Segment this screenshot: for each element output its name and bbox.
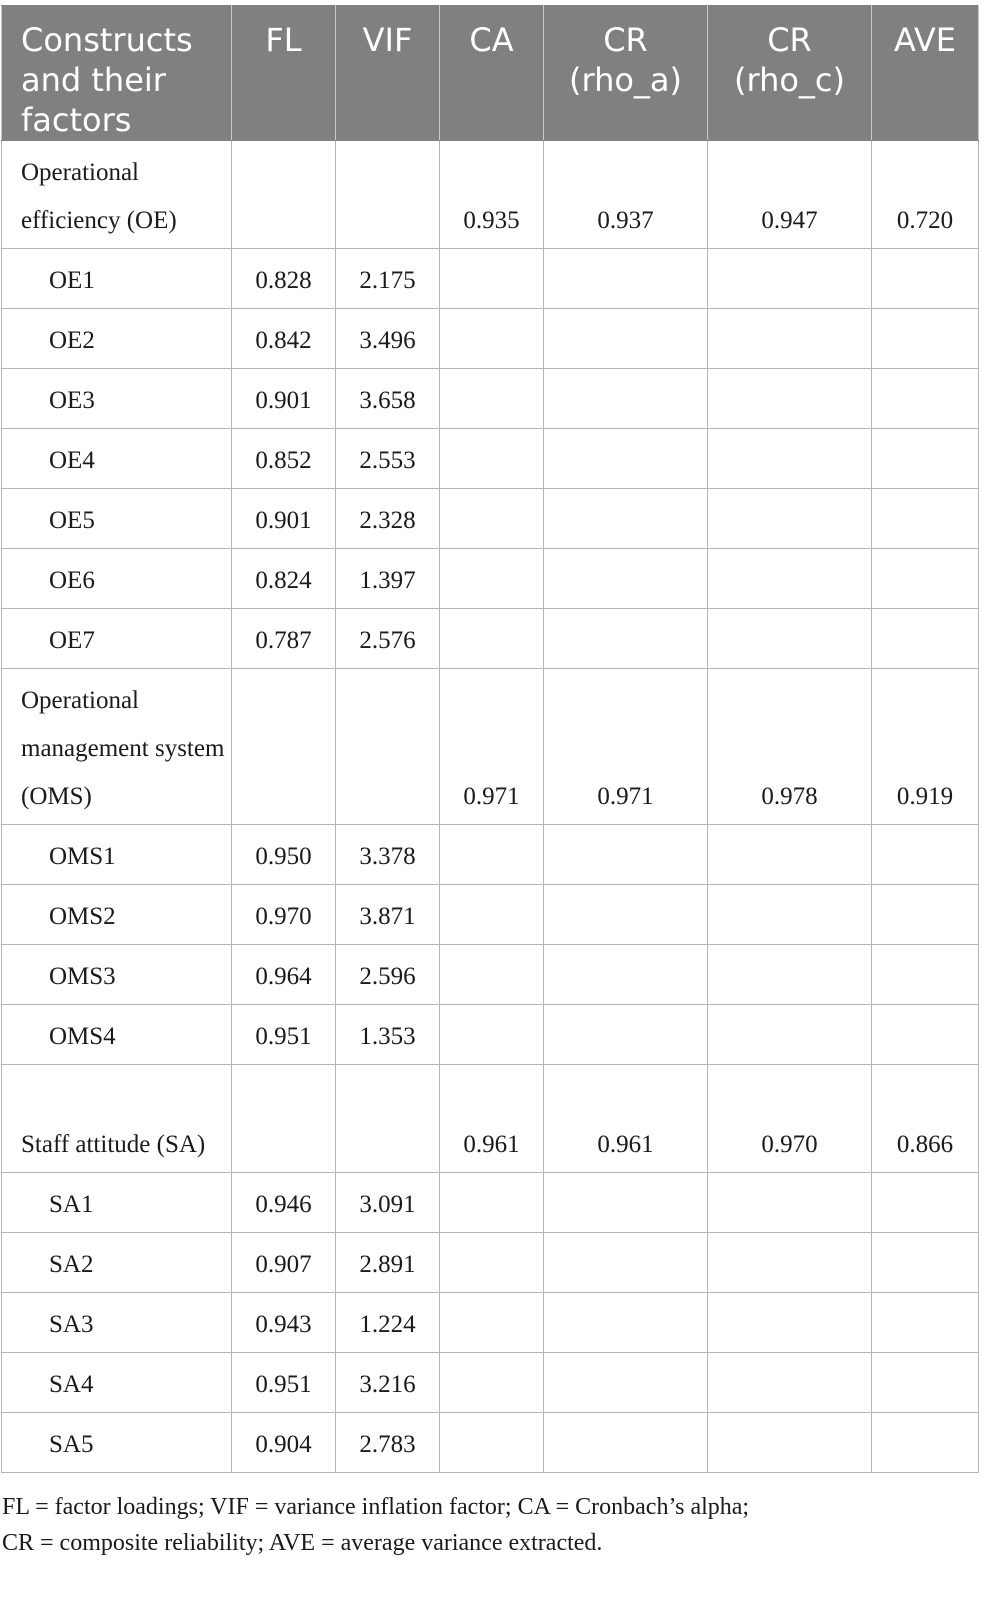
fl-value: 0.907 <box>232 1233 336 1293</box>
item-row <box>2 885 979 945</box>
empty-cell <box>336 1065 440 1173</box>
item-id: SA3 <box>2 1293 232 1353</box>
empty-cell <box>232 1065 336 1173</box>
vif-value: 2.783 <box>336 1413 440 1473</box>
item-id: OE7 <box>2 609 232 669</box>
item-row <box>2 249 979 309</box>
empty-cell <box>232 141 336 249</box>
empty-cell <box>336 669 440 825</box>
vif-value: 2.576 <box>336 609 440 669</box>
header-ca: CA <box>440 6 544 141</box>
vif-value: 2.596 <box>336 945 440 1005</box>
cr-rho-c-value: 0.970 <box>708 1065 872 1173</box>
vif-value: 1.353 <box>336 1005 440 1065</box>
header-fl: FL <box>232 6 336 141</box>
fl-value: 0.951 <box>232 1005 336 1065</box>
construct-row <box>2 141 979 249</box>
cr-rho-a-value: 0.937 <box>544 141 708 249</box>
fl-value: 0.904 <box>232 1413 336 1473</box>
item-id: OE2 <box>2 309 232 369</box>
item-id: OE5 <box>2 489 232 549</box>
construct-name: Staff attitude (SA) <box>2 1065 232 1173</box>
construct-name: Operational management system (OMS) <box>2 669 232 825</box>
footnote-line: CR = composite reliability; AVE = average variance extracted. <box>2 1530 603 1556</box>
empty-cell <box>232 669 336 825</box>
item-id: OMS2 <box>2 885 232 945</box>
ave-value: 0.720 <box>872 141 979 249</box>
vif-value: 2.891 <box>336 1233 440 1293</box>
item-row <box>2 945 979 1005</box>
vif-value: 2.175 <box>336 249 440 309</box>
header-vif: VIF <box>336 6 440 141</box>
fl-value: 0.787 <box>232 609 336 669</box>
ca-value: 0.961 <box>440 1065 544 1173</box>
fl-value: 0.828 <box>232 249 336 309</box>
fl-value: 0.951 <box>232 1353 336 1413</box>
item-row <box>2 429 979 489</box>
vif-value: 3.091 <box>336 1173 440 1233</box>
table-footnote <box>2 1489 992 1561</box>
vif-value: 3.658 <box>336 369 440 429</box>
construct-row <box>2 669 979 825</box>
fl-value: 0.950 <box>232 825 336 885</box>
header-row <box>2 6 979 141</box>
ave-value: 0.919 <box>872 669 979 825</box>
fl-value: 0.964 <box>232 945 336 1005</box>
item-id: OMS1 <box>2 825 232 885</box>
item-row <box>2 1005 979 1065</box>
vif-value: 3.378 <box>336 825 440 885</box>
cr-rho-a-value: 0.961 <box>544 1065 708 1173</box>
item-id: OE4 <box>2 429 232 489</box>
cr-rho-c-value: 0.947 <box>708 141 872 249</box>
ca-value: 0.971 <box>440 669 544 825</box>
item-row <box>2 1173 979 1233</box>
item-id: SA5 <box>2 1413 232 1473</box>
fl-value: 0.901 <box>232 369 336 429</box>
item-id: SA1 <box>2 1173 232 1233</box>
item-row <box>2 1353 979 1413</box>
item-id: SA2 <box>2 1233 232 1293</box>
fl-value: 0.970 <box>232 885 336 945</box>
item-row <box>2 309 979 369</box>
item-id: OMS3 <box>2 945 232 1005</box>
item-row <box>2 1413 979 1473</box>
cr-rho-a-value: 0.971 <box>544 669 708 825</box>
cr-rho-c-value: 0.978 <box>708 669 872 825</box>
item-id: OE6 <box>2 549 232 609</box>
vif-value: 1.224 <box>336 1293 440 1353</box>
fl-value: 0.901 <box>232 489 336 549</box>
item-id: OE1 <box>2 249 232 309</box>
item-row <box>2 609 979 669</box>
construct-row <box>2 1065 979 1173</box>
fl-value: 0.852 <box>232 429 336 489</box>
item-row <box>2 1233 979 1293</box>
fl-value: 0.842 <box>232 309 336 369</box>
vif-value: 3.216 <box>336 1353 440 1413</box>
reliability-table <box>1 5 979 1473</box>
item-id: SA4 <box>2 1353 232 1413</box>
vif-value: 3.871 <box>336 885 440 945</box>
ave-value: 0.866 <box>872 1065 979 1173</box>
header-constructs: Constructs and their factors <box>2 6 232 141</box>
vif-value: 1.397 <box>336 549 440 609</box>
ca-value: 0.935 <box>440 141 544 249</box>
fl-value: 0.943 <box>232 1293 336 1353</box>
item-row <box>2 549 979 609</box>
empty-cell <box>336 141 440 249</box>
header-cr-rho-a: CR (rho_a) <box>544 6 708 141</box>
item-id: OMS4 <box>2 1005 232 1065</box>
vif-value: 2.328 <box>336 489 440 549</box>
vif-value: 2.553 <box>336 429 440 489</box>
item-row <box>2 825 979 885</box>
header-ave: AVE <box>872 6 979 141</box>
fl-value: 0.824 <box>232 549 336 609</box>
construct-name: Operational efficiency (OE) <box>2 141 232 249</box>
footnote-line: FL = factor loadings; VIF = variance inflation factor; CA = Cronbach’s alpha; <box>2 1494 750 1520</box>
fl-value: 0.946 <box>232 1173 336 1233</box>
item-row <box>2 369 979 429</box>
item-row <box>2 1293 979 1353</box>
vif-value: 3.496 <box>336 309 440 369</box>
header-cr-rho-c: CR (rho_c) <box>708 6 872 141</box>
item-row <box>2 489 979 549</box>
item-id: OE3 <box>2 369 232 429</box>
